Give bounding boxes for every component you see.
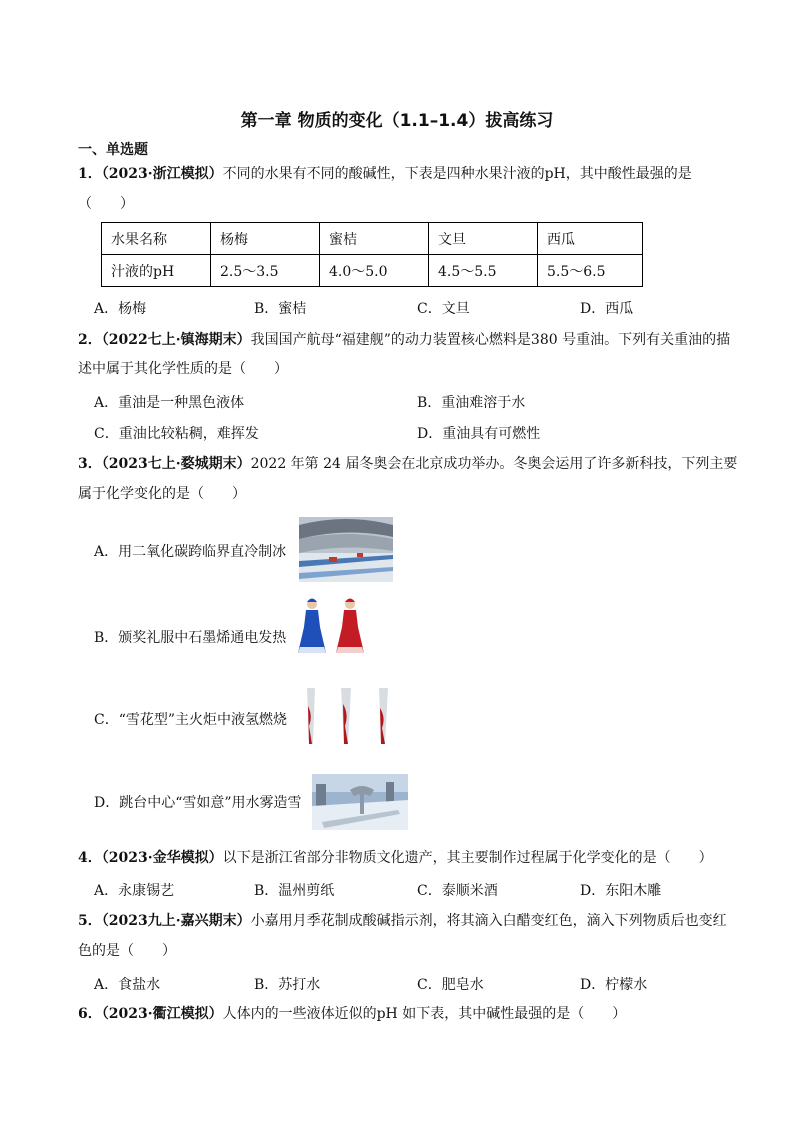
question-3 [78, 450, 738, 478]
table-cell: 汁液的pH [102, 255, 211, 287]
ski-jump-image [312, 774, 408, 830]
table-cell: 蜜桔 [320, 223, 429, 255]
answer-paren: （ ） [78, 196, 134, 212]
option-a[interactable]: A．食盐水 [94, 977, 161, 993]
option-c[interactable]: C．文旦 [417, 301, 470, 317]
option-a[interactable]: A．用二氧化碳跨临界直冷制冰 [94, 544, 287, 560]
question-text: 2022 年第 24 届冬奥会在北京成功举办。冬奥会运用了许多新科技，下列主要 [250, 456, 738, 472]
table-cell: 水果名称 [102, 223, 211, 255]
table-cell: 5.5～6.5 [538, 255, 643, 287]
torch-image [299, 686, 395, 746]
option-a[interactable]: A．永康锡艺 [94, 883, 175, 899]
question-number: 5． [78, 913, 102, 929]
question-2 [78, 326, 738, 354]
question-text: 我国国产航母“福建舰”的动力装置核心燃料是380 号重油。下列有关重油的描 [250, 332, 731, 348]
table-cell: 4.5～5.5 [429, 255, 538, 287]
option-b[interactable]: B．颁奖礼服中石墨烯通电发热 [94, 630, 287, 646]
option-d[interactable]: D．西瓜 [580, 301, 634, 317]
option-b[interactable]: B．苏打水 [254, 977, 321, 993]
question-text-continued: 述中属于其化学性质的是（ ） [78, 361, 288, 377]
question-source: （2023·金华模拟） [101, 850, 223, 866]
option-a[interactable]: A．重油是一种黑色液体 [94, 395, 245, 411]
question-source: （2023九上·嘉兴期末） [101, 913, 251, 929]
award-dress-image [298, 597, 368, 659]
table-cell: 2.5～3.5 [211, 255, 320, 287]
question-text-continued: 色的是（ ） [78, 943, 176, 959]
question-text: 以下是浙江省部分非物质文化遗产，其主要制作过程属于化学变化的是（ ） [222, 850, 713, 866]
option-c[interactable]: C．泰顺米酒 [417, 883, 498, 899]
option-d[interactable]: D．东阳木雕 [580, 883, 662, 899]
question-source: （2023·衢江模拟） [101, 1006, 223, 1022]
table-cell: 西瓜 [538, 223, 643, 255]
option-b[interactable]: B．温州剪纸 [254, 883, 335, 899]
question-source: （2022七上·镇海期末） [101, 332, 251, 348]
option-d[interactable]: D．重油具有可燃性 [417, 426, 541, 442]
question-source: （2023·浙江模拟） [101, 166, 223, 182]
table-cell: 4.0～5.0 [320, 255, 429, 287]
question-number: 1． [78, 166, 102, 182]
table-cell: 文旦 [429, 223, 538, 255]
question-number: 6． [78, 1006, 102, 1022]
section-heading: 一、单选题 [78, 142, 148, 158]
option-d[interactable]: D．柠檬水 [580, 977, 648, 993]
question-number: 3． [78, 456, 102, 472]
question-number: 2． [78, 332, 102, 348]
option-b[interactable]: B．蜜桔 [254, 301, 307, 317]
question-text: 人体内的一些液体近似的pH 如下表，其中碱性最强的是（ ） [222, 1006, 627, 1022]
option-b[interactable]: B．重油难溶于水 [417, 395, 526, 411]
question-source: （2023七上·婺城期末） [101, 456, 251, 472]
table-cell: 杨梅 [211, 223, 320, 255]
question-5 [78, 907, 738, 935]
question-4 [78, 844, 738, 872]
option-d[interactable]: D．跳台中心“雪如意”用水雾造雪 [94, 795, 302, 811]
question-number: 4． [78, 850, 102, 866]
option-a[interactable]: A．杨梅 [94, 301, 147, 317]
table-row [102, 255, 643, 287]
question-text-continued: 属于化学变化的是（ ） [78, 486, 246, 502]
option-c[interactable]: C．重油比较粘稠，难挥发 [94, 426, 259, 442]
question-6 [78, 1000, 738, 1028]
page-title: 第一章 物质的变化（1.1–1.4）拔高练习 [240, 111, 554, 131]
option-c[interactable]: C．肥皂水 [417, 977, 484, 993]
question-text: 小嘉用月季花制成酸碱指示剂，将其滴入白醋变红色，滴入下列物质后也变红 [250, 913, 727, 929]
question-1 [78, 160, 738, 188]
option-c[interactable]: C．“雪花型”主火炬中液氢燃烧 [94, 712, 288, 728]
ice-rink-image [299, 517, 393, 582]
fruit-ph-table [101, 222, 643, 287]
table-header-row [102, 223, 643, 255]
question-text: 不同的水果有不同的酸碱性，下表是四种水果汁液的pH，其中酸性最强的是 [222, 166, 692, 182]
